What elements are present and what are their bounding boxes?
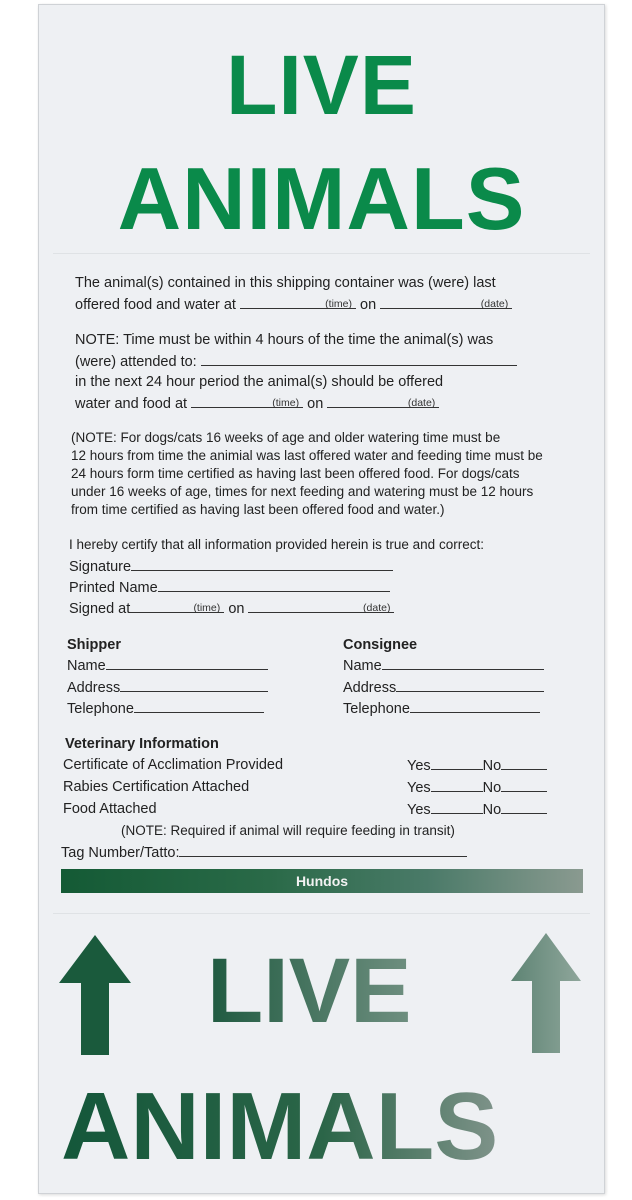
no-label: No bbox=[482, 802, 502, 818]
note2-line-4: under 16 weeks of age, times for next feeding and watering must be 12 hours bbox=[71, 484, 534, 499]
up-arrow-icon bbox=[57, 933, 133, 1057]
signed-date-field[interactable] bbox=[248, 600, 394, 613]
vet-item-yes-no bbox=[407, 757, 547, 775]
note1-line-2 bbox=[75, 353, 517, 371]
no-field[interactable] bbox=[501, 801, 547, 814]
note1-prefix: (were) attended to: bbox=[75, 354, 197, 370]
shipper-name-line bbox=[67, 657, 268, 675]
on-text: on bbox=[228, 601, 245, 617]
vet-heading: Veterinary Information bbox=[65, 736, 219, 752]
time-hint: (time) bbox=[325, 298, 352, 311]
vet-item-label: Food Attached bbox=[63, 801, 157, 817]
section-divider bbox=[53, 913, 590, 914]
note2-line-3: 24 hours form time certified as having last been offered food. For dogs/cats bbox=[71, 466, 520, 481]
vet-item-label: Rabies Certification Attached bbox=[63, 779, 250, 795]
yes-label: Yes bbox=[407, 780, 431, 796]
next-time-field[interactable] bbox=[191, 395, 303, 408]
printed-name-field[interactable] bbox=[158, 579, 390, 592]
tag-line bbox=[61, 844, 467, 862]
no-field[interactable] bbox=[501, 757, 547, 770]
shipper-address-label: Address bbox=[67, 680, 121, 696]
date-hint: (date) bbox=[407, 397, 436, 410]
note1-line-4 bbox=[75, 395, 439, 413]
footer-title-animals: ANIMALS bbox=[61, 1073, 499, 1180]
consignee-name-field[interactable] bbox=[382, 657, 544, 670]
consignee-telephone-field[interactable] bbox=[410, 700, 540, 713]
consignee-name-label: Name bbox=[343, 658, 382, 674]
consignee-name-line bbox=[343, 657, 544, 675]
intro-date-field[interactable] bbox=[380, 296, 512, 309]
no-label: No bbox=[482, 780, 502, 796]
intro-line-1: The animal(s) contained in this shipping container was (were) last bbox=[75, 275, 496, 291]
vet-item-yes-no bbox=[407, 801, 547, 819]
yes-field[interactable] bbox=[431, 779, 483, 792]
note1-line4-prefix: water and food at bbox=[75, 396, 188, 412]
title-live: LIVE bbox=[226, 38, 417, 132]
time-hint: (time) bbox=[193, 602, 221, 615]
consignee-telephone-label: Telephone bbox=[343, 701, 410, 717]
intro-line-2 bbox=[75, 296, 512, 314]
shipper-name-field[interactable] bbox=[106, 657, 268, 670]
vet-note: (NOTE: Required if animal will require feeding in transit) bbox=[121, 823, 455, 838]
note2-line-2: 12 hours from time the animial was last offered water and feeding time must be bbox=[71, 448, 543, 463]
up-arrow-icon bbox=[509, 931, 583, 1055]
shipper-address-field[interactable] bbox=[120, 679, 268, 692]
shipper-telephone-line bbox=[67, 700, 264, 718]
consignee-address-label: Address bbox=[343, 680, 397, 696]
vet-item-yes-no bbox=[407, 779, 547, 797]
yes-label: Yes bbox=[407, 758, 431, 774]
shipper-heading: Shipper bbox=[67, 637, 121, 653]
note1-line-1: NOTE: Time must be within 4 hours of the time the animal(s) was bbox=[75, 332, 494, 348]
consignee-address-line bbox=[343, 679, 544, 697]
printed-name-label: Printed Name bbox=[69, 580, 158, 596]
yes-field[interactable] bbox=[431, 757, 483, 770]
consignee-heading: Consignee bbox=[343, 637, 418, 653]
tag-label: Tag Number/Tatto: bbox=[61, 845, 180, 861]
intro-time-field[interactable] bbox=[240, 296, 356, 309]
time-hint: (time) bbox=[272, 397, 300, 410]
shipping-label bbox=[38, 4, 605, 1194]
footer-title-live: LIVE bbox=[207, 940, 412, 1042]
date-hint: (date) bbox=[363, 602, 391, 615]
no-label: No bbox=[482, 758, 502, 774]
on-text: on bbox=[307, 396, 324, 412]
note2-line-5: from time certified as having last been offered food and water.) bbox=[71, 502, 445, 517]
consignee-address-field[interactable] bbox=[396, 679, 544, 692]
signature-line bbox=[69, 558, 393, 576]
date-hint: (date) bbox=[480, 298, 509, 311]
intro-prefix: offered food and water at bbox=[75, 297, 236, 313]
next-date-field[interactable] bbox=[327, 395, 439, 408]
signed-at-label: Signed at bbox=[69, 601, 131, 617]
note1-line-3: in the next 24 hour period the animal(s) should be offered bbox=[75, 374, 444, 390]
tag-field[interactable] bbox=[179, 844, 467, 857]
shipper-telephone-field[interactable] bbox=[134, 700, 264, 713]
shipper-telephone-label: Telephone bbox=[67, 701, 134, 717]
attended-time-field[interactable] bbox=[201, 353, 517, 366]
printed-name-line bbox=[69, 579, 390, 597]
on-text: on bbox=[360, 297, 377, 313]
shipper-name-label: Name bbox=[67, 658, 106, 674]
vet-item-label: Certificate of Acclimation Provided bbox=[63, 757, 284, 773]
yes-field[interactable] bbox=[431, 801, 483, 814]
yes-label: Yes bbox=[407, 802, 431, 818]
signed-at-line bbox=[69, 600, 394, 618]
title-animals: ANIMALS bbox=[117, 149, 526, 248]
no-field[interactable] bbox=[501, 779, 547, 792]
certify-statement: I hereby certify that all information provided herein is true and correct: bbox=[69, 537, 484, 552]
shipper-address-line bbox=[67, 679, 268, 697]
section-divider bbox=[53, 253, 590, 254]
note2-line-1: (NOTE: For dogs/cats 16 weeks of age and older watering time must be bbox=[71, 430, 501, 445]
brand-bar: Hundos bbox=[61, 869, 583, 893]
consignee-telephone-line bbox=[343, 700, 540, 718]
signature-field[interactable] bbox=[131, 558, 393, 571]
signature-label: Signature bbox=[69, 559, 132, 575]
signed-time-field[interactable] bbox=[130, 600, 224, 613]
